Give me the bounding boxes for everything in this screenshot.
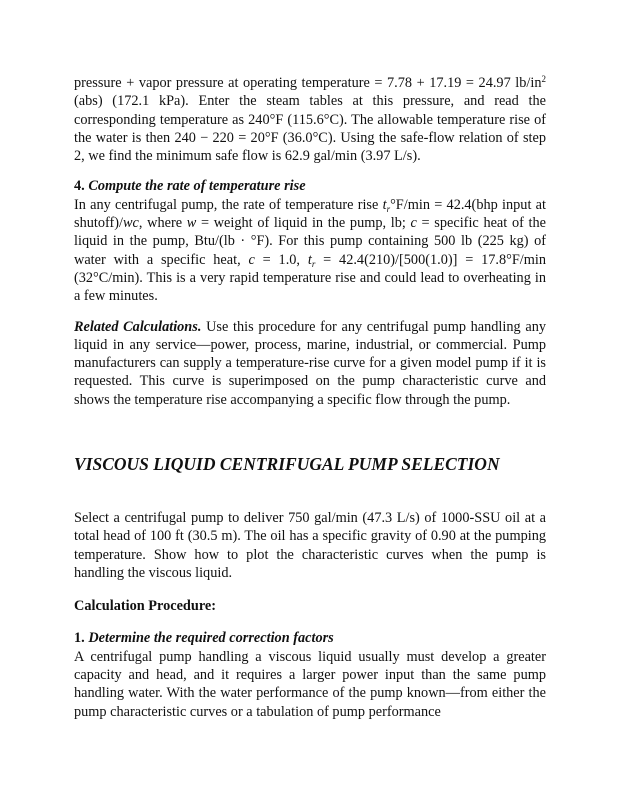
paragraph-correction-factors: A centrifugal pump handling a viscous liquid usually must develop a greater capacity and head, and it requires a larger power input than the same pump handling water. With the water performance of the pump known—from either the pump characteristic curves or a tabulation of pump performance	[74, 648, 546, 720]
upper-text-column	[74, 74, 546, 409]
paragraph-temperature-rise: In any centrifugal pump, the rate of temperature rise $t_r^\circ F/\min = 42.4(bhp$ input at shutoff)/wc, where w = weight of liquid in the pump, lb; c = specific heat of the liquid in the pump, Btu/(lb · °F). For this pump containing 500 lb (225 kg) of water with a specific heat, c = 1.0, $t_r = 42.4(210)/[500(1.0)] = 17.8^\circ F/\min$ (32°C/min). This is a very rapid temperature rise and could lead to overheating in a few minutes.	[74, 196, 546, 305]
paragraph-steam-tables: pressure + vapor pressure at operating temperature = 7.78 + 17.19 = 24.97 $lb/in^2$ (abs) (172.1 kPa). Enter the steam tables at this pressure, and read the corresponding temperature as 240°F (115.6°C). The allowable temperature rise of the water is then 240 − 220 = 20°F (36.0°C). Using the safe-flow relation of step 2, we find the minimum safe flow is 62.9 gal/min (3.97 L/s).	[74, 74, 546, 165]
step-1-heading: 1. Determine the required correction factors	[74, 630, 334, 647]
lower-text-column	[74, 509, 546, 721]
paragraph-related-calculations: Related Calculations. Use this procedure for any centrifugal pump handling any liquid in any service—power, process, marine, industrial, or commercial. Pump manufacturers can supply a temperature-rise curve for a given model pump if it is requested. This curve is superimposed on the pump characteristic curve and shows the temperature rise accompanying a specific flow through the pump.	[74, 318, 546, 408]
paragraph-problem-statement: Select a centrifugal pump to deliver 750 gal/min (47.3 L/s) of 1000-SSU oil at a total head of 100 ft (30.5 m). The oil has a specific gravity of 0.90 at the pumping temperature. Show how to plot the characteristic curves when the pump is handling the viscous liquid.	[74, 510, 546, 581]
step-4-heading: 4. Compute the rate of temperature rise	[74, 178, 306, 195]
section-title: VISCOUS LIQUID CENTRIFUGAL PUMP SELECTION	[74, 454, 500, 474]
calculation-procedure-heading: Calculation Procedure:	[74, 598, 217, 615]
